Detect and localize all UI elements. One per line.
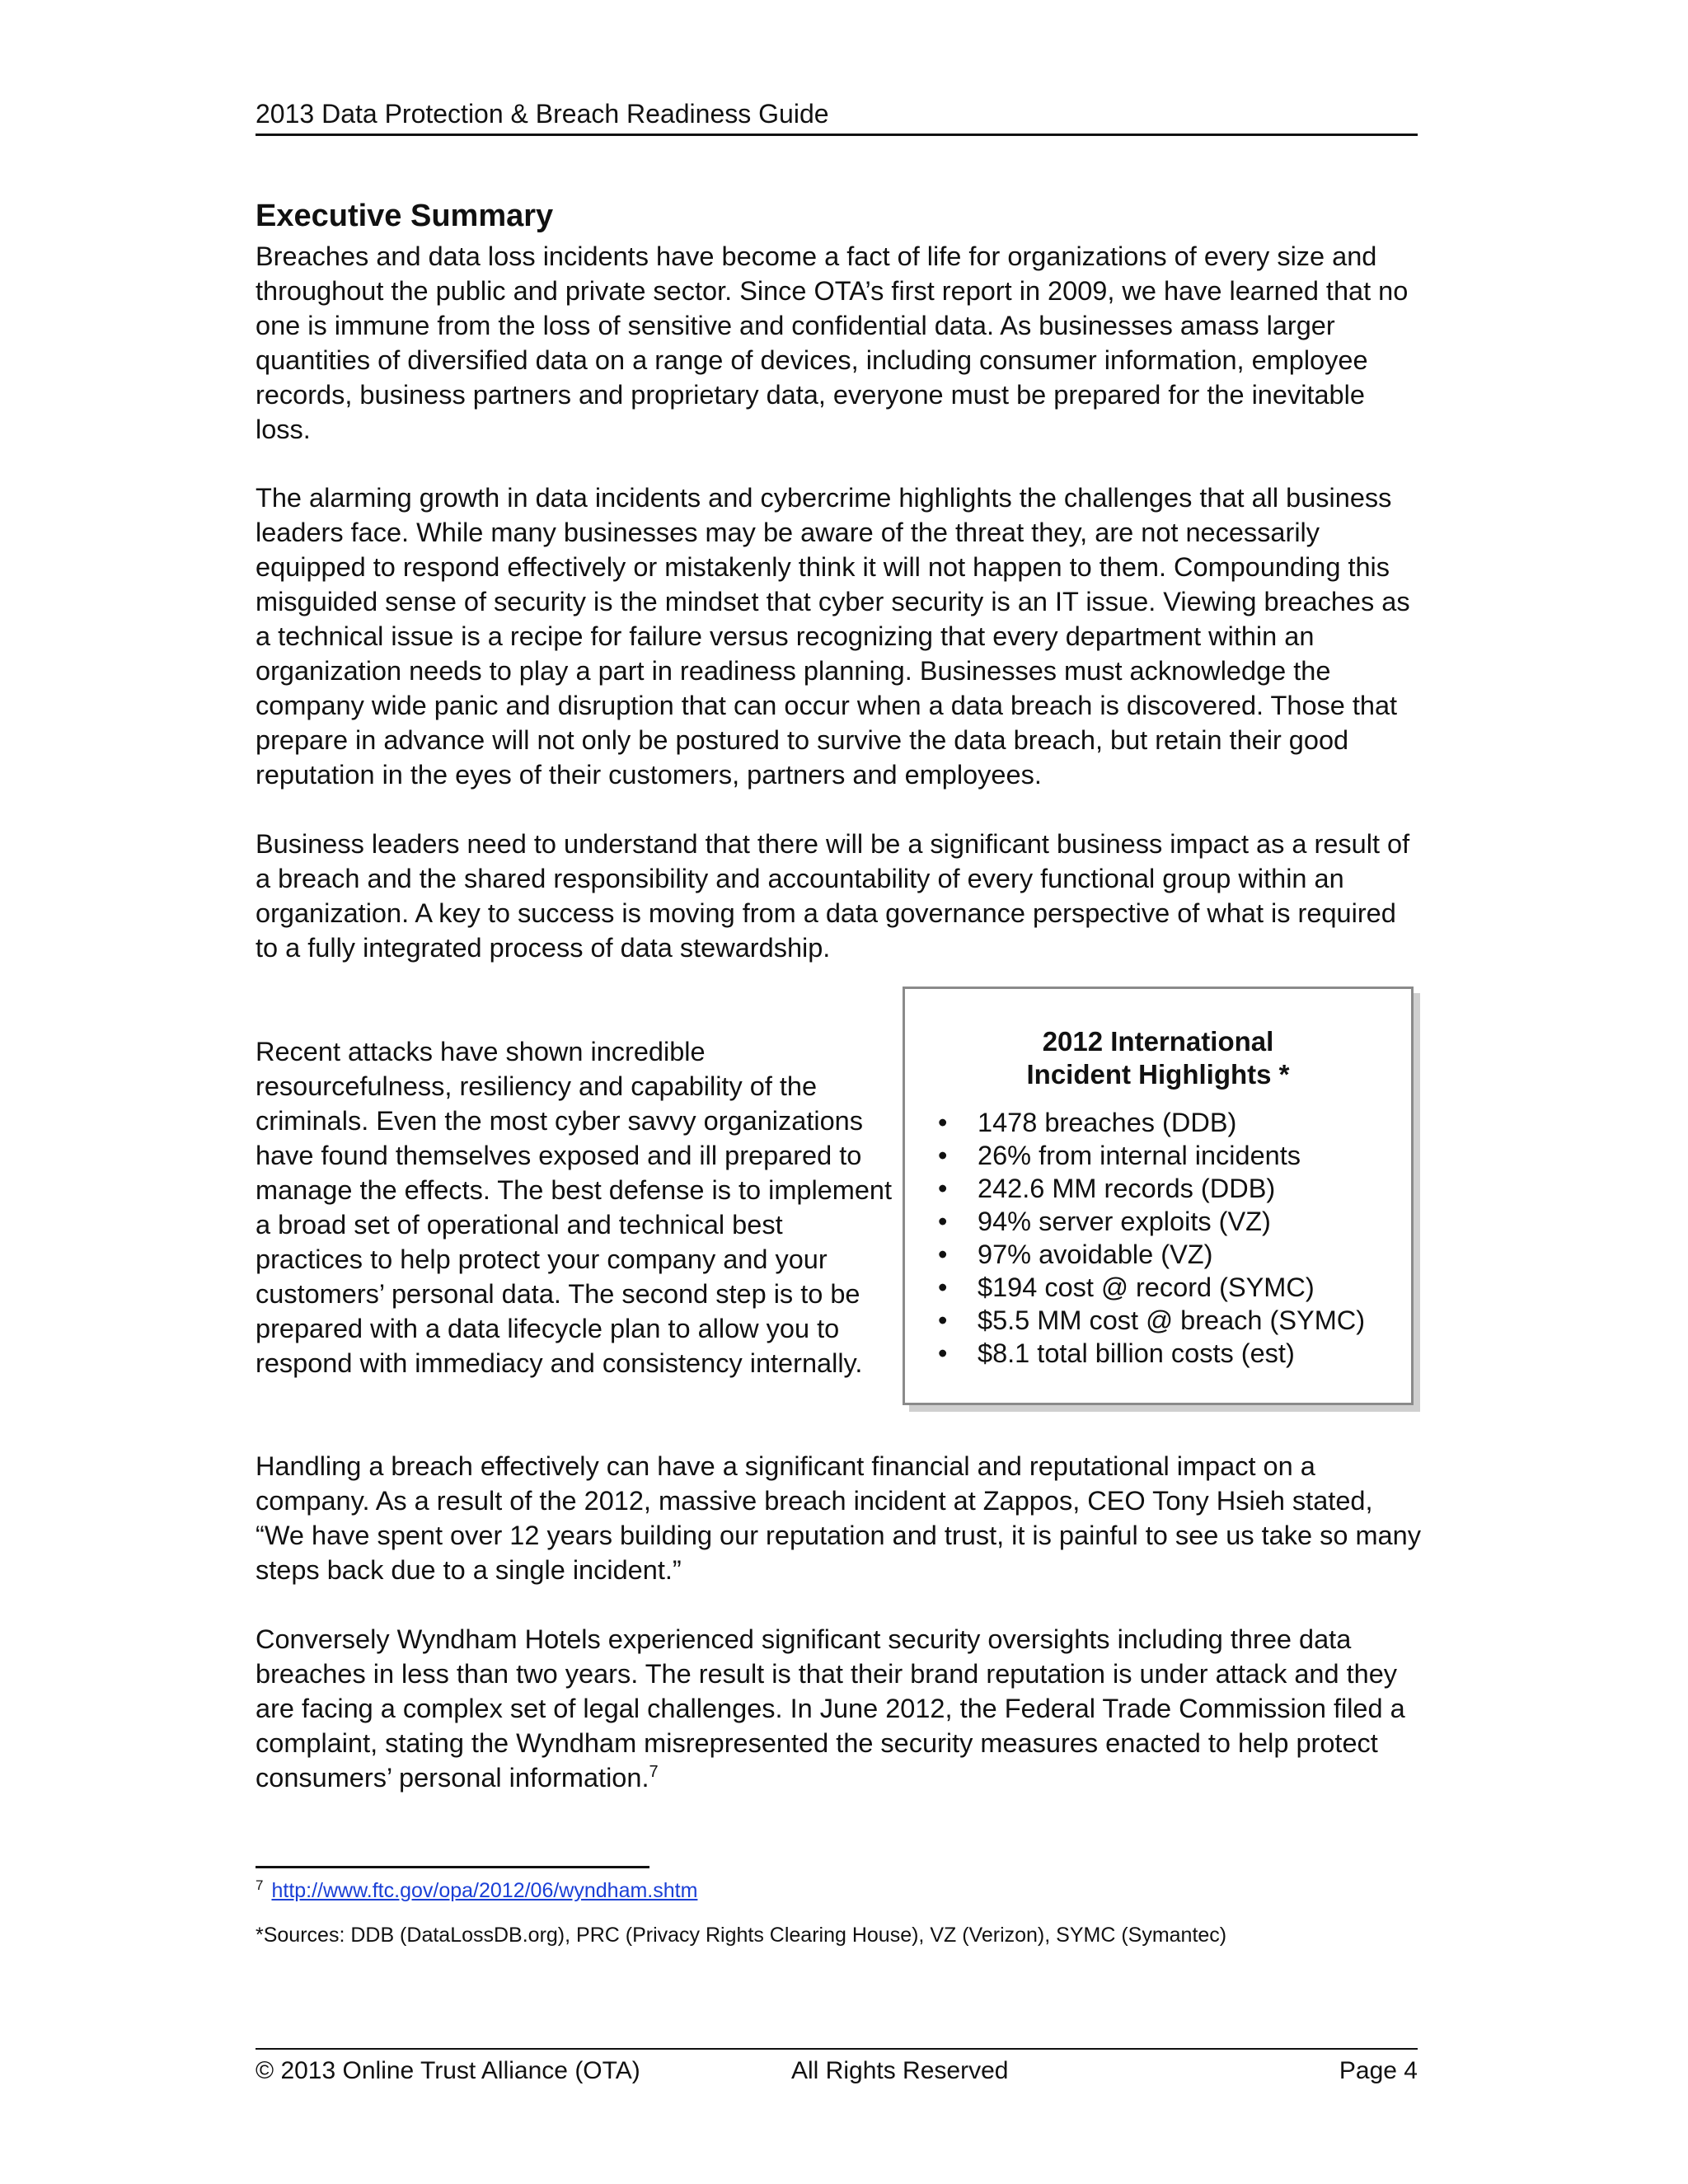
paragraph-cybercrime: The alarming growth in data incidents and cybercrime highlights the challenges that all business leaders face. While many businesses may be aware of the threat they, are not necessarily equipped to respond effectively or mistakenly think it will not happen to them. Compounding this misguided sense of security is the mindset that cyber security is an IT issue. Viewing breaches as a technical issue is a recipe for failure versus recognizing that every department within an organization needs to play a part in readiness planning. Businesses must acknowledge the company wide panic and disruption that can occur when a data breach is discovered. Those that prepare in advance will not only be postured to survive the data breach, but retain their good reputation in the eyes of their customers, partners and employees.: [256, 483, 1410, 790]
list-item: • 1478 breaches (DDB): [938, 1108, 1237, 1137]
box-title-line1: 2012 International: [1042, 1026, 1274, 1057]
section-title: Executive Summary: [256, 199, 554, 233]
paragraph-wyndham: [256, 1622, 1422, 1795]
bullet-icon: •: [938, 1305, 948, 1335]
footnote-divider: [256, 1866, 649, 1868]
bullet-icon: •: [938, 1207, 948, 1236]
footnote-link[interactable]: http://www.ftc.gov/opa/2012/06/wyndham.shtm: [271, 1879, 698, 1902]
paragraph-wyndham-text: Conversely Wyndham Hotels experienced significant security oversights including three data breaches in less than two years. The result is that their brand reputation is under attack and they are facing a complex set of legal challenges. In June 2012, the Federal Trade Commission filed a complaint, stating the Wyndham misrepresented the security measures enacted to help protect consumers’ personal information.: [256, 1624, 1405, 1793]
list-item: • $5.5 MM cost @ breach (SYMC): [938, 1305, 1366, 1335]
list-item: • $8.1 total billion costs (est): [938, 1338, 1295, 1368]
incident-highlights-box: [903, 987, 1414, 1405]
footer-page-number: Page 4: [1339, 2057, 1418, 2084]
list-item: • 242.6 MM records (DDB): [938, 1174, 1276, 1203]
bullet-icon: •: [938, 1141, 948, 1170]
paragraph-business-leaders: Business leaders need to understand that there will be a significant business impact as a result of a breach and the shared responsibility and accountability of every functional group within an organization. A key to success is moving from a data governance perspective of what is required to a fully integrated process of data stewardship.: [256, 829, 1410, 963]
list-item: • $194 cost @ record (SYMC): [938, 1272, 1315, 1302]
list-item: • 26% from internal incidents: [938, 1141, 1301, 1170]
running-header: 2013 Data Protection & Breach Readiness Guide: [256, 97, 1418, 136]
bullet-icon: •: [938, 1240, 948, 1269]
footer-rights: All Rights Reserved: [791, 2057, 1009, 2084]
list-item: • 97% avoidable (VZ): [938, 1240, 1213, 1269]
paragraph-zappos: Handling a breach effectively can have a significant financial and reputational impact on a company. As a result of the 2012, massive breach incident at Zappos, CEO Tony Hsieh stated, “We have spent over 12 years building our reputation and trust, it is painful to see us take so many steps back due to a single incident.”: [256, 1451, 1421, 1585]
bullet-icon: •: [938, 1338, 948, 1368]
box-title-line2: Incident Highlights *: [1026, 1059, 1290, 1090]
list-item: • 94% server exploits (VZ): [938, 1207, 1271, 1236]
paragraph-intro: Breaches and data loss incidents have become a fact of life for organizations of every size and throughout the public and private sector. Since OTA’s first report in 2009, we have learned that no one is immune from the loss of sensitive and confidential data. As businesses amass larger quantities of diversified data on a range of devices, including consumer information, employee records, business partners and proprietary data, everyone must be prepared for the inevitable loss.: [256, 241, 1409, 444]
footnote-reference[interactable]: 7: [649, 1763, 659, 1782]
footnote-7: [256, 1877, 697, 1904]
sources-note: *Sources: DDB (DataLossDB.org), PRC (Privacy Rights Clearing House), VZ (Verizon), SYMC (Symantec): [256, 1924, 1227, 1947]
highlights-list: [905, 1106, 1411, 1370]
footer-copyright: © 2013 Online Trust Alliance (OTA): [256, 2057, 640, 2084]
bullet-icon: •: [938, 1108, 948, 1137]
box-title: [905, 1025, 1411, 1091]
bullet-icon: •: [938, 1272, 948, 1302]
footer-divider: [256, 2048, 1418, 2050]
paragraph-recent-attacks: Recent attacks have shown incredible resourcefulness, resiliency and capability of the criminals. Even the most cyber savvy organizations have found themselves exposed and ill prepared to manage the effects. The best defense is to implement a broad set of operational and technical best practices to help protect your company and your customers’ personal data. The second step is to be prepared with a data lifecycle plan to allow you to respond with immediacy and consistency internally.: [256, 1037, 893, 1378]
footnote-number: 7: [256, 1877, 264, 1893]
bullet-icon: •: [938, 1174, 948, 1203]
